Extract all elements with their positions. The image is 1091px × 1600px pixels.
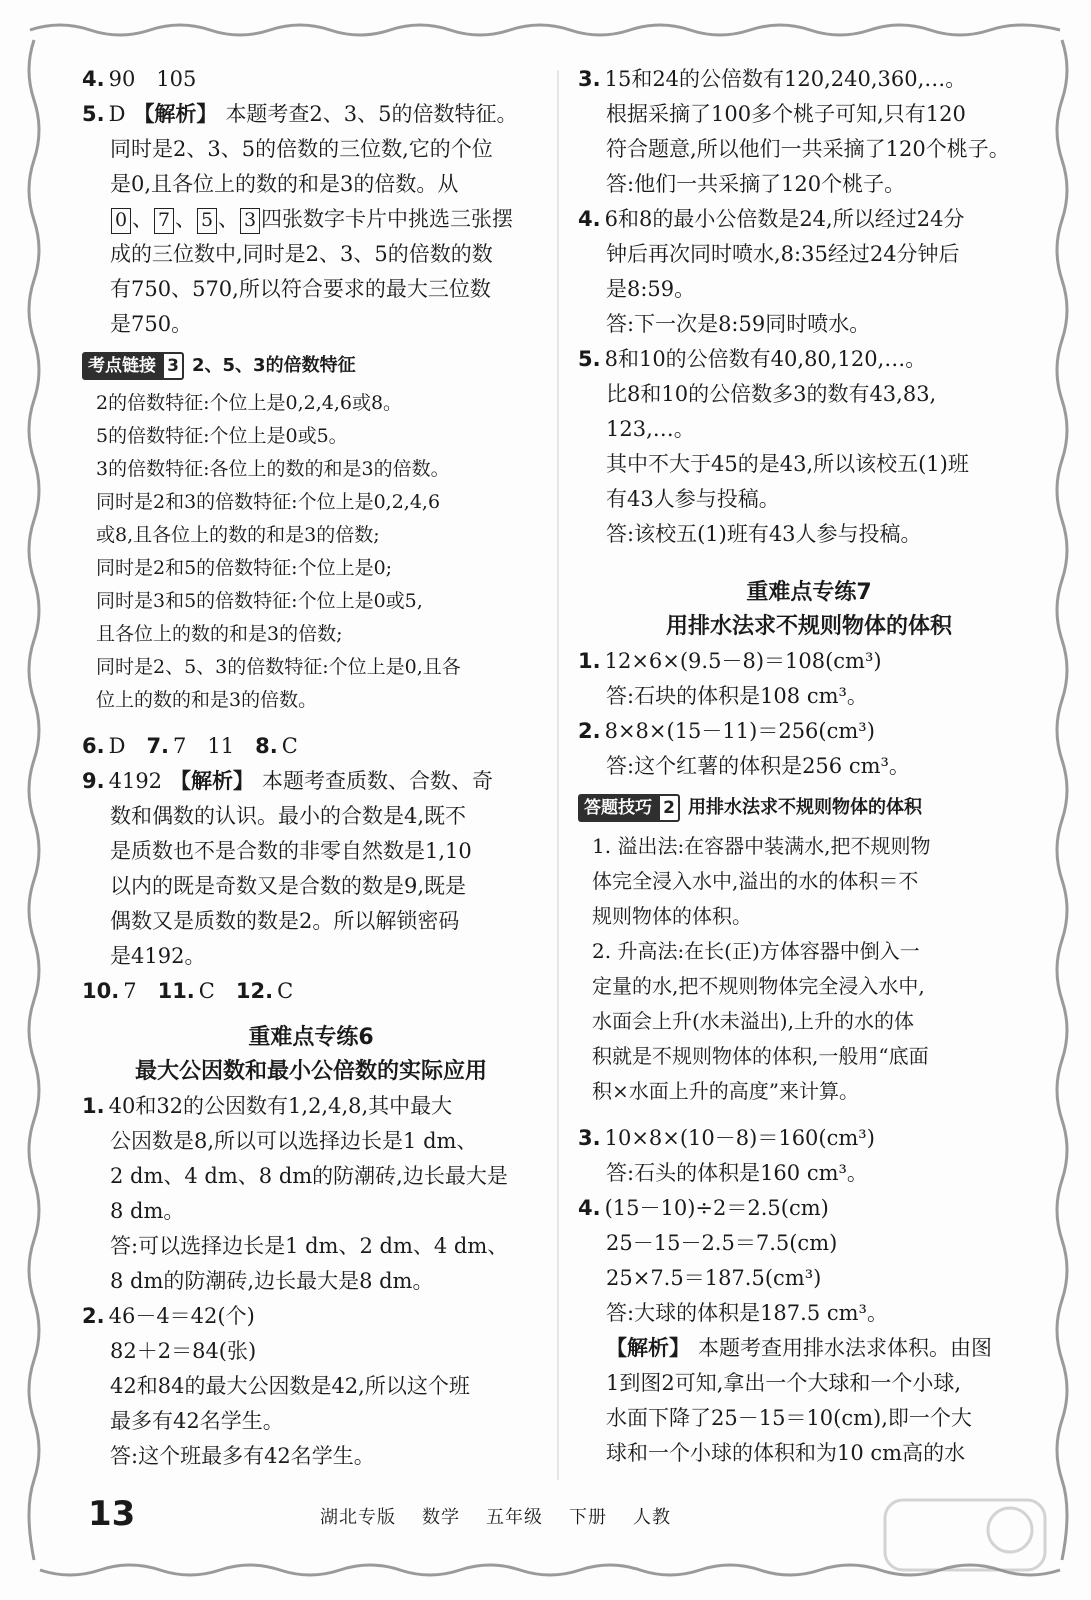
text-line: 2 dm、4 dm、8 dm的防潮砖,边长最大是 bbox=[110, 1164, 508, 1188]
text-line: 答:石块的体积是108 cm³。 bbox=[606, 684, 868, 708]
answer-5r: 5. 8和10的公倍数有40,80,120,…。 bbox=[578, 347, 927, 371]
text-line: 符合题意,所以他们一共采摘了120个桃子。 bbox=[606, 137, 1010, 161]
answer-4r: 4. 6和8的最小公倍数是24,所以经过24分 bbox=[578, 207, 965, 231]
kaodian-link-badge: 考点链接 3 2、5、3的倍数特征 bbox=[82, 348, 356, 383]
answer-tip-badge: 答题技巧 2 用排水法求不规则物体的体积 bbox=[578, 790, 922, 825]
text-line: 是8:59。 bbox=[606, 277, 696, 301]
answer-9: 9. 4192 【解析】 本题考查质数、合数、奇 bbox=[82, 769, 494, 793]
text-line: 25－15－2.5＝7.5(cm) bbox=[606, 1231, 838, 1255]
footer-volume: 下册 bbox=[569, 1507, 607, 1528]
text-line: 积就是不规则物体的体积,一般用“底面 bbox=[592, 1044, 929, 1068]
text-line: 水面下降了25－15＝10(cm),即一个大 bbox=[606, 1406, 972, 1430]
text-line: 公因数是8,所以可以选择边长是1 dm、 bbox=[110, 1129, 478, 1153]
text-line: 偶数又是质数的数是2。所以解锁密码 bbox=[110, 909, 460, 933]
answer-tip-body bbox=[578, 829, 1040, 1109]
text-line: 2. 升高法:在长(正)方体容器中倒入一 bbox=[592, 939, 920, 963]
answers-10-12: 10. 7 11. C 12. C bbox=[82, 979, 294, 1003]
text-line: 答:大球的体积是187.5 cm³。 bbox=[606, 1301, 888, 1325]
answers-6-8: 6. D 7. 7 11 8. C bbox=[82, 734, 298, 758]
text-line: 42和84的最大公因数是42,所以这个班 bbox=[110, 1374, 470, 1398]
s6-answer-1: 1. 40和32的公因数有1,2,4,8,其中最大 bbox=[82, 1094, 453, 1118]
footer-publisher: 人教 bbox=[633, 1507, 671, 1528]
section-7-subtitle: 用排水法求不规则物体的体积 bbox=[665, 614, 952, 639]
section-6-title: 重难点专练6 bbox=[248, 1025, 374, 1050]
text-line: 25×7.5＝187.5(cm³) bbox=[606, 1266, 822, 1290]
s7-answer-2: 2. 8×8×(15－11)＝256(cm³) bbox=[578, 719, 875, 743]
card-line: 0 、 7 、 5 、 3 四张数字卡片中挑选三张摆 bbox=[82, 202, 540, 237]
digit-card: 5 bbox=[197, 208, 217, 234]
text-line: 积×水面上升的高度”来计算。 bbox=[592, 1079, 859, 1103]
text-line: 1到图2可知,拿出一个大球和一个小球, bbox=[606, 1371, 962, 1395]
text-line: 8 dm。 bbox=[110, 1199, 185, 1223]
text-line: 答:该校五(1)班有43人参与投稿。 bbox=[606, 522, 922, 546]
section-7-title: 重难点专练7 bbox=[746, 580, 872, 605]
text-line: 答:这个红薯的体积是256 cm³。 bbox=[606, 754, 910, 778]
text-line: 是750。 bbox=[110, 312, 193, 336]
text-line: 是质数也不是合数的非零自然数是1,10 bbox=[110, 839, 472, 863]
text-line: 有750、570,所以符合要求的最大三位数 bbox=[110, 277, 491, 301]
page-number: 13 bbox=[88, 1494, 136, 1534]
answer-4: 4. 90 105 bbox=[82, 67, 197, 91]
text-line: 8 dm的防潮砖,边长最大是8 dm。 bbox=[110, 1269, 434, 1293]
text-line: 且各位上的数的和是3的倍数; bbox=[96, 623, 343, 645]
text-line: 规则物体的体积。 bbox=[592, 904, 752, 928]
s7-answer-3: 3. 10×8×(10－8)＝160(cm³) bbox=[578, 1126, 875, 1150]
digit-card: 7 bbox=[154, 208, 174, 234]
text-line: 钟后再次同时喷水,8:35经过24分钟后 bbox=[606, 242, 960, 266]
text-line: 位上的数的和是3的倍数。 bbox=[96, 689, 318, 711]
text-line: 答:可以选择边长是1 dm、2 dm、4 dm、 bbox=[110, 1234, 509, 1258]
text-line: 123,…。 bbox=[606, 417, 695, 441]
text-line: 以内的既是奇数又是合数的数是9,既是 bbox=[110, 874, 467, 898]
s7-answer-1: 1. 12×6×(9.5－8)＝108(cm³) bbox=[578, 649, 882, 673]
text-line: 定量的水,把不规则物体完全浸入水中, bbox=[592, 974, 925, 998]
watermark-logo bbox=[880, 1490, 1050, 1580]
left-column bbox=[82, 62, 540, 1474]
text-line: 球和一个小球的体积和为10 cm高的水 bbox=[606, 1441, 966, 1465]
text-line: 同时是2、5、3的倍数特征:个位上是0,且各 bbox=[96, 656, 461, 678]
text-line: 比8和10的公倍数多3的数有43,83, bbox=[606, 382, 937, 406]
text-line: 最多有42名学生。 bbox=[110, 1409, 284, 1433]
text-line: 体完全浸入水中,溢出的水的体积＝不 bbox=[592, 869, 919, 893]
text-line: 2的倍数特征:个位上是0,2,4,6或8。 bbox=[96, 392, 403, 414]
text-line: 同时是2和3的倍数特征:个位上是0,2,4,6 bbox=[96, 491, 441, 513]
text-line: 数和偶数的认识。最小的合数是4,既不 bbox=[110, 804, 467, 828]
text-line: 水面会上升(水未溢出),上升的水的体 bbox=[592, 1009, 914, 1033]
digit-card: 0 bbox=[111, 208, 131, 234]
kaodian-link-body bbox=[82, 387, 540, 717]
text-line: 根据采摘了100多个桃子可知,只有120 bbox=[606, 102, 966, 126]
text-line: 答:这个班最多有42名学生。 bbox=[110, 1444, 375, 1468]
answer-5: 5. D 【解析】 本题考查2、3、5的倍数特征。 bbox=[82, 102, 518, 126]
text-line: 答:他们一共采摘了120个桃子。 bbox=[606, 172, 906, 196]
right-column bbox=[578, 62, 1040, 1471]
text-line: 是4192。 bbox=[110, 944, 206, 968]
footer-grade: 五年级 bbox=[486, 1507, 543, 1528]
text-line: 同时是2和5的倍数特征:个位上是0; bbox=[96, 557, 393, 579]
footer-edition: 湖北专版 bbox=[320, 1507, 396, 1528]
text-line: 答:石头的体积是160 cm³。 bbox=[606, 1161, 868, 1185]
footer-subject: 数学 bbox=[422, 1507, 460, 1528]
text-line: 同时是3和5的倍数特征:个位上是0或5, bbox=[96, 590, 423, 612]
text-line: 其中不大于45的是43,所以该校五(1)班 bbox=[606, 452, 969, 476]
answer-3: 3. 15和24的公倍数有120,240,360,…。 bbox=[578, 67, 967, 91]
s6-answer-2: 2. 46－4＝42(个) bbox=[82, 1304, 255, 1328]
text-line: 5的倍数特征:个位上是0或5。 bbox=[96, 425, 348, 447]
analysis-line: 【解析】 本题考查用排水法求体积。由图 bbox=[606, 1336, 992, 1360]
text-line: 是0,且各位上的数的和是3的倍数。从 bbox=[110, 172, 459, 196]
text-line: 1. 溢出法:在容器中装满水,把不规则物 bbox=[592, 834, 931, 858]
text-line: 成的三位数中,同时是2、3、5的倍数的数 bbox=[110, 242, 493, 266]
text-line: 有43人参与投稿。 bbox=[606, 487, 780, 511]
digit-card: 3 bbox=[240, 208, 260, 234]
s7-answer-4: 4. (15－10)÷2＝2.5(cm) bbox=[578, 1196, 829, 1220]
text-line: 或8,且各位上的数的和是3的倍数; bbox=[96, 524, 380, 546]
text-line: 答:下一次是8:59同时喷水。 bbox=[606, 312, 871, 336]
footer-info bbox=[320, 1503, 697, 1529]
text-line: 同时是2、3、5的倍数的三位数,它的个位 bbox=[110, 137, 493, 161]
text-line: 3的倍数特征:各位上的数的和是3的倍数。 bbox=[96, 458, 450, 480]
text-line: 82＋2＝84(张) bbox=[110, 1339, 257, 1363]
section-6-subtitle: 最大公因数和最小公倍数的实际应用 bbox=[134, 1059, 487, 1084]
